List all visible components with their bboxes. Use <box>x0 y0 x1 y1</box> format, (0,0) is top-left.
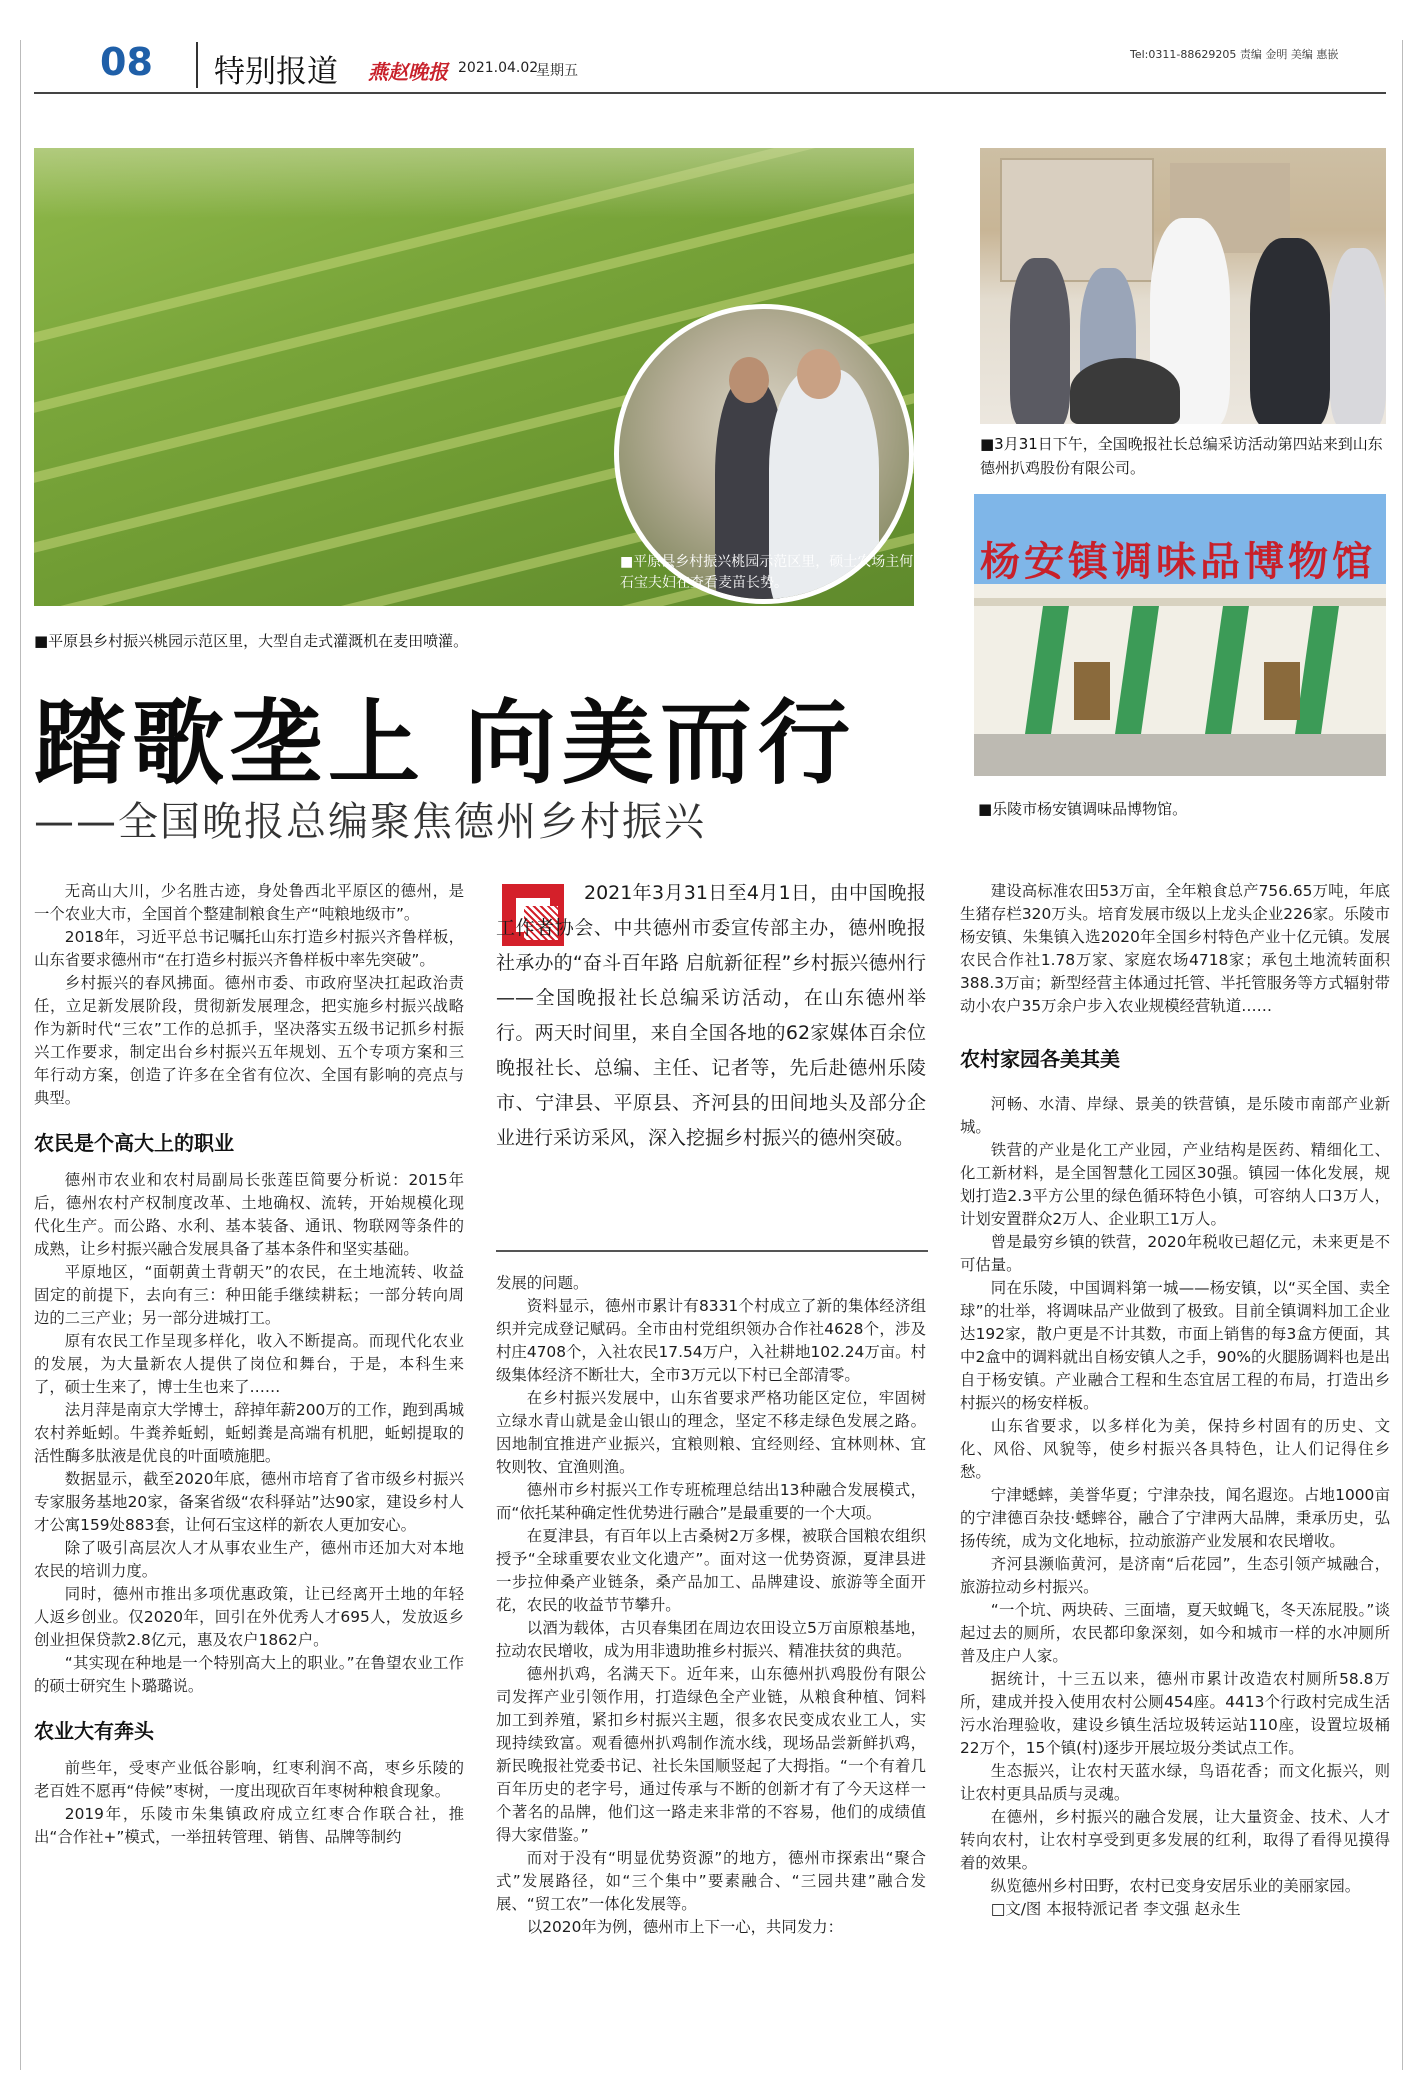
paragraph: 铁营的产业是化工产业园，产业结构是医药、精细化工、化工新材料，是全国智慧化工园区30强。镇园一体化发展，规划打造2.3平方公里的绿色循环特色小镇，可容纳人口3万人，计划安置群众2万人、企业职工1万人。 <box>960 1141 1390 1228</box>
section-heading: 农村家园各美其美 <box>960 1047 1120 1071</box>
field-photo-caption: ■平原县乡村振兴桃园示范区里，大型自走式灌溉机在麦田喷灌。 <box>34 632 469 650</box>
contact-line: Tel:0311-88629205 责编 金明 美编 惠嵌 <box>1130 48 1339 61</box>
paragraph: 无高山大川，少名胜古迹，身处鲁西北平原区的德州，是一个农业大市，全国首个整建制粮食生产“吨粮地级市”。 <box>34 882 464 923</box>
subheadline: ——全国晚报总编聚焦德州乡村振兴 <box>34 799 706 845</box>
paragraph: 前些年，受枣产业低谷影响，红枣利润不高，枣乡乐陵的老百姓不愿再“侍候”枣树，一度出现砍百年枣树种粮食现象。 <box>34 1759 464 1800</box>
paragraph: 以2020年为例，德州市上下一心，共同发力： <box>526 1918 843 1936</box>
museum-photo-caption: ■乐陵市杨安镇调味品博物馆。 <box>978 800 1188 818</box>
headline: 踏歌垄上 向美而行 <box>34 690 857 797</box>
paragraph: 2018年，习近平总书记嘱托山东打造乡村振兴齐鲁样板，山东省要求德州市“在打造乡村振兴齐鲁样板中率先突破”。 <box>34 928 464 969</box>
paragraph: 生态振兴，让农村天蓝水绿，鸟语花香；而文化振兴，则让农村更具品质与灵魂。 <box>960 1762 1390 1803</box>
paragraph: 在夏津县，有百年以上古桑树2万多棵，被联合国粮农组织授予“全球重要农业文化遗产”。面对这一优势资源，夏津县进一步拉伸桑产业链条，桑产品加工、品牌建设、旅游等全面开花，农民的收益节节攀升。 <box>496 1527 926 1614</box>
paragraph: 宁津蟋蟀，美誉华夏；宁津杂技，闻名遐迩。占地1000亩的宁津德百杂技·蟋蟀谷，融合了宁津两大品牌，秉承历史，弘扬传统，成为文化地标，拉动旅游产业发展和农民增收。 <box>960 1486 1390 1550</box>
paragraph: 据统计，十三五以来，德州市累计改造农村厕所58.8万所，建成并投入使用农村公厕454座。4413个行政村完成生活污水治理验收，建设乡镇生活垃圾转运站110座，设置垃圾桶22万个，15个镇(村)逐步开展垃圾分类试点工作。 <box>960 1670 1390 1757</box>
museum-sign-text: 杨安镇调味品博物馆 <box>980 538 1376 585</box>
paragraph: 德州市农业和农村局副局长张莲臣简要分析说：2015年后，德州农村产权制度改革、土地确权、流转，开始规模化现代化生产。而公路、水利、基本装备、通讯、物联网等条件的成熟，让乡村振兴融合发展具备了基本条件和坚实基础。 <box>34 1171 464 1258</box>
header-rule <box>34 92 1386 94</box>
paragraph: 德州市乡村振兴工作专班梳理总结出13种融合发展模式，而“依托某种确定性优势进行融合”是最重要的一个大项。 <box>496 1481 926 1522</box>
paragraph: 数据显示，截至2020年底，德州市培育了省市级乡村振兴专家服务基地20家，备案省级“农科驿站”达90家，建设乡村人才公寓159处883套，让何石宝这样的新农人更加安心。 <box>34 1470 464 1534</box>
byline: □文/图 本报特派记者 李文强 赵永生 <box>990 1900 1241 1918</box>
paragraph: 德州扒鸡，名满天下。近年来，山东德州扒鸡股份有限公司发挥产业引领作用，打造绿色全产业链，从粮食种植、饲料加工到养殖，紧扣乡村振兴主题，很多农民变成农业工人，实现持续致富。观看德州扒鸡制作流水线，现场品尝新鲜扒鸡，新民晚报社党委书记、社长朱国顺竖起了大拇指。“一个有着几百年历史的老字号，通过传承与不断的创新才有了今天这样一个著名的品牌，他们这一路走来非常的不容易，他们的成绩值得大家借鉴。” <box>496 1665 926 1844</box>
paragraph: 同在乐陵，中国调料第一城——杨安镇，以“买全国、卖全球”的壮举，将调味品产业做到了极致。目前全镇调料加工企业达192家，散户更是不计其数，市面上销售的每3盒方便面，其中2盒中的调料就出自杨安镇人之手，90%的火腿肠调料也是出自于杨安镇。产业融合工程和生态宜居工程的布局，打造出乡村振兴的杨安样板。 <box>960 1279 1390 1412</box>
paragraph: 曾是最穷乡镇的铁营，2020年税收已超亿元，未来更是不可估量。 <box>960 1233 1390 1274</box>
issue-date: 2021.04.02 <box>458 60 539 76</box>
right-margin-rule <box>1402 40 1403 2070</box>
meeting-photo <box>980 148 1386 424</box>
paragraph: 河畅、水清、岸绿、景美的铁营镇，是乐陵市南部产业新城。 <box>960 1095 1390 1136</box>
paragraph: “一个坑、两块砖、三面墙，夏天蚊蝇飞，冬天冻屁股。”谈起过去的厕所，农民都印象深刻，如今和城市一样的水冲厕所普及庄户人家。 <box>960 1601 1390 1665</box>
section-title: 特别报道 <box>214 54 338 90</box>
paragraph: 齐河县濒临黄河，是济南“后花园”，生态引领产城融合，旅游拉动乡村振兴。 <box>960 1555 1390 1596</box>
lead-paragraph: 2021年3月31日至4月1日，由中国晚报工作者协会、中共德州市委宣传部主办，德州晚报社承办的“奋斗百年路 启航新征程”乡村振兴德州行——全国晚报社长总编采访活动，在山东德州举行。两天时间里，来自全国各地的62家媒体百余位晚报社长、总编、主任、记者等，先后赴德州乐陵市、宁津县、平原县、齐河县的田间地头及部分企业进行采访采风，深入挖掘乡村振兴的德州突破。 <box>496 882 926 1149</box>
paragraph: “其实现在种地是一个特别高大上的职业。”在鲁望农业工作的硕士研究生卜璐璐说。 <box>34 1654 464 1695</box>
paragraph: 同时，德州市推出多项优惠政策，让已经离开土地的年轻人返乡创业。仅2020年，回引在外优秀人才695人，发放返乡创业担保贷款2.8亿元，惠及农户1862户。 <box>34 1585 464 1649</box>
article-column-1 <box>34 880 464 1849</box>
lead-rule <box>496 1250 928 1252</box>
meeting-photo-caption: ■3月31日下午，全国晚报社长总编采访活动第四站来到山东德州扒鸡股份有限公司。 <box>980 435 1383 477</box>
left-margin-rule <box>20 40 21 2070</box>
paragraph: 以酒为载体，古贝春集团在周边农田设立5万亩原粮基地，拉动农民增收，成为用非遗助推乡村振兴、精准扶贫的典范。 <box>496 1619 926 1660</box>
article-column-3 <box>960 880 1390 1921</box>
section-heading: 农民是个高大上的职业 <box>34 1131 234 1155</box>
paragraph: 除了吸引高层次人才从事农业生产，德州市还加大对本地农民的培训力度。 <box>34 1539 464 1580</box>
page-number: 08 <box>100 40 153 84</box>
paragraph: 发展的问题。 <box>496 1274 589 1292</box>
paragraph: 2019年，乐陵市朱集镇政府成立红枣合作联合社，推出“合作社+”模式，一举扭转管理、销售、品牌等制约 <box>34 1805 464 1846</box>
paragraph: 而对于没有“明显优势资源”的地方，德州市探索出“聚合式”发展路径，如“三个集中”要素融合、“三园共建”融合发展、“贸工农”一体化发展等。 <box>496 1849 926 1913</box>
paragraph: 山东省要求，以多样化为美，保持乡村固有的历史、文化、风俗、风貌等，使乡村振兴各具特色，让人们记得住乡愁。 <box>960 1417 1390 1481</box>
newspaper-logo: 燕赵晚报 <box>368 60 448 84</box>
paragraph: 建设高标准农田53万亩，全年粮食总产756.65万吨，年底生猪存栏320万头。培育发展市级以上龙头企业226家。乐陵市杨安镇、朱集镇入选2020年全国乡村特色产业十亿元镇。发展农民合作社1.78万家、家庭农场4718家；承包土地流转面积388.3万亩；新型经营主体通过托管、半托管服务等方式辐射带动小农户35万余户步入农业规模经营轨道…… <box>960 882 1390 1015</box>
paragraph: 在乡村振兴发展中，山东省要求严格功能区定位，牢固树立绿水青山就是金山银山的理念，坚定不移走绿色发展之路。因地制宜推进产业振兴，宜粮则粮、宜经则经、宜林则林、宜牧则牧、宜渔则渔。 <box>496 1389 926 1476</box>
inset-photo-caption: ■平原县乡村振兴桃园示范区里，硕士农场主何石宝夫妇在查看麦苗长势。 <box>620 554 914 591</box>
paragraph: 在德州，乡村振兴的融合发展，让大量资金、技术、人才转向农村，让农村享受到更多发展的红利，取得了看得见摸得着的效果。 <box>960 1808 1390 1872</box>
paragraph: 资料显示，德州市累计有8331个村成立了新的集体经济组织并完成登记赋码。全市由村党组织领办合作社4628个，涉及村庄4708个，入社农民17.54万户，入社耕地102.24万亩。村级集体经济不断壮大，全市3万元以下村已全部清零。 <box>496 1297 926 1384</box>
paragraph: 纵览德州乡村田野，农村已变身安居乐业的美丽家园。 <box>990 1877 1361 1895</box>
paragraph: 原有农民工作呈现多样化，收入不断提高。而现代化农业的发展，为大量新农人提供了岗位和舞台，于是，本科生来了，硕士生来了，博士生也来了…… <box>34 1332 464 1396</box>
header-divider <box>196 42 198 88</box>
paragraph: 平原地区，“面朝黄土背朝天”的农民，在土地流转、收益固定的前提下，去向有三：种田能手继续耕耘；一部分转向周边的二三产业；另一部分进城打工。 <box>34 1263 464 1327</box>
paragraph: 乡村振兴的春风拂面。德州市委、市政府坚决扛起政治责任，立足新发展阶段，贯彻新发展理念，把实施乡村振兴战略作为新时代“三农”工作的总抓手，坚决落实五级书记抓乡村振兴工作要求，制定出台乡村振兴五年规划、五个专项方案和三年行动方案，创造了许多在全省有位次、全国有影响的亮点与典型。 <box>34 974 464 1107</box>
paragraph: 法月萍是南京大学博士，辞掉年薪200万的工作，跑到禹城农村养蚯蚓。牛粪养蚯蚓，蚯蚓粪是高端有机肥，蚯蚓提取的活性酶多肽液是优良的叶面喷施肥。 <box>34 1401 464 1465</box>
issue-weekday: 星期五 <box>536 63 578 79</box>
museum-photo <box>974 494 1386 776</box>
article-column-2 <box>496 1272 926 1939</box>
section-heading: 农业大有奔头 <box>34 1719 154 1743</box>
